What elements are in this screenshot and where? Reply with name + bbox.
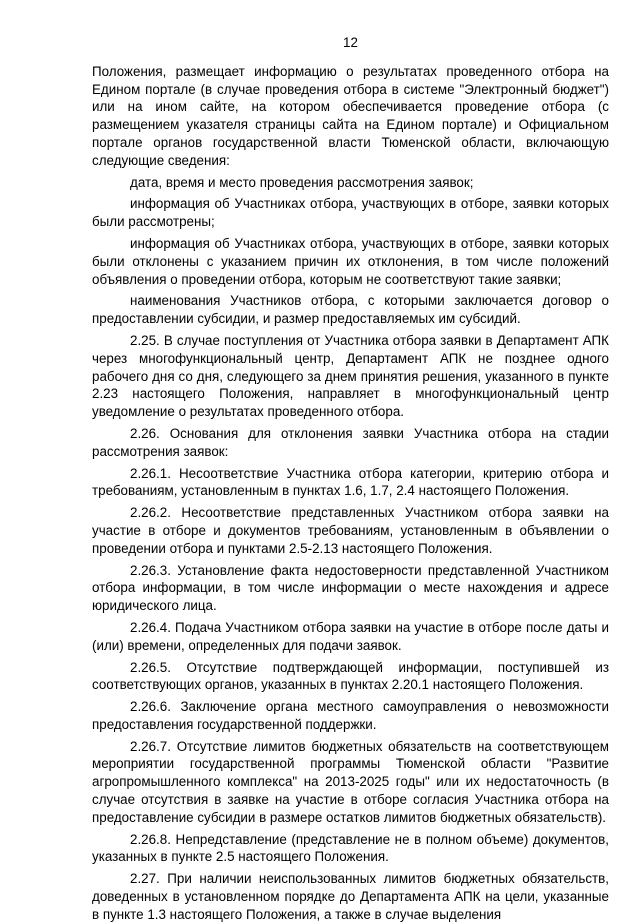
clause-2-26-6: 2.26.6. Заключение органа местного самоуправления о невозможности предоставления государственной поддержки. [92,699,609,732]
page-number: 12 [343,35,358,50]
clause-2-26-2: 2.26.2. Несоответствие представленных Участником отбора заявки на участие в отборе и документов требованиям, установленным в объявлении о проведении отбора и пунктами 2.5-2.13 настоящего Положения. [92,505,609,556]
list-item-rejected-participants: информация об Участниках отбора, участвующих в отборе, заявки которых были отклонены с указанием причин их отклонения, в том числе положений объявления о проведении отбора, которым не соответствуют такие заявки; [92,235,609,287]
list-item-date-time-place: дата, время и место проведения рассмотрения заявок; [130,174,474,190]
clause-2-27: 2.27. При наличии неиспользованных лимитов бюджетных обязательств, доведенных в установленном порядке до Департамента АПК на цели, указанные в пункте 1.3 настоящего Положения, а также в случае выделения [92,871,609,922]
clause-2-26-7: 2.26.7. Отсутствие лимитов бюджетных обязательств на соответствующем мероприятии государственной программы Тюменской области "Развитие агропромышленного комплекса" на 2013-2025 годы" или их недостаточность (в случае отсутствия в заявке на участие в отборе согласия Участника отбора на предоставление субсидии в размере остатков лимитов бюджетных обязательств). [92,738,609,825]
clause-2-26-5: 2.26.5. Отсутствие подтверждающей информации, поступившей из соответствующих органов, указанных в пунктах 2.20.1 настоящего Положения. [92,659,609,693]
list-item-contract-participants: наименования Участников отбора, с которыми заключается договор о предоставлении субсидии, и размер предоставляемых им субсидий. [92,293,609,327]
clause-2-25: 2.25. В случае поступления от Участника отбора заявки в Департамент АПК через многофункциональный центр, Департамент АПК не позднее одного рабочего дня со дня, следующего за днем принятия решения, указанного в пункте 2.23 настоящего Положения, направляет в многофункциональный центр уведомление о результатах проведенного отбора. [92,332,609,420]
clause-2-26-1: 2.26.1. Несоответствие Участника отбора категории, критерию отбора и требованиям, установленным в пунктах 1.6, 1.7, 2.4 настоящего Положения. [92,465,609,499]
clause-2-26-3: 2.26.3. Установление факта недостоверности представленной Участником отбора информации, в том числе информации о месте нахождения и адресе юридического лица. [92,562,609,614]
clause-2-26-4: 2.26.4. Подача Участником отбора заявки на участие в отборе после даты и (или) времени, определенных для подачи заявок. [92,619,609,653]
list-item-reviewed-participants: информация об Участниках отбора, участвующих в отборе, заявки которых были рассмотрены; [92,196,609,230]
paragraph-continuation: Положения, размещает информацию о результатах проведенного отбора на Едином портале (в случае проведения отбора в системе "Электронный бюджет") или на ином сайте, на котором обеспечивается проведение отбора (с размещением указателя страницы сайта на Едином портале) и Официальном портале органов государственной власти Тюменской области, включающую следующие сведения: [92,63,609,168]
clause-2-26-8: 2.26.8. Непредставление (представление не в полном объеме) документов, указанных в пункте 2.5 настоящего Положения. [92,831,609,865]
clause-2-26: 2.26. Основания для отклонения заявки Участника отбора на стадии рассмотрения заявок: [92,425,609,459]
